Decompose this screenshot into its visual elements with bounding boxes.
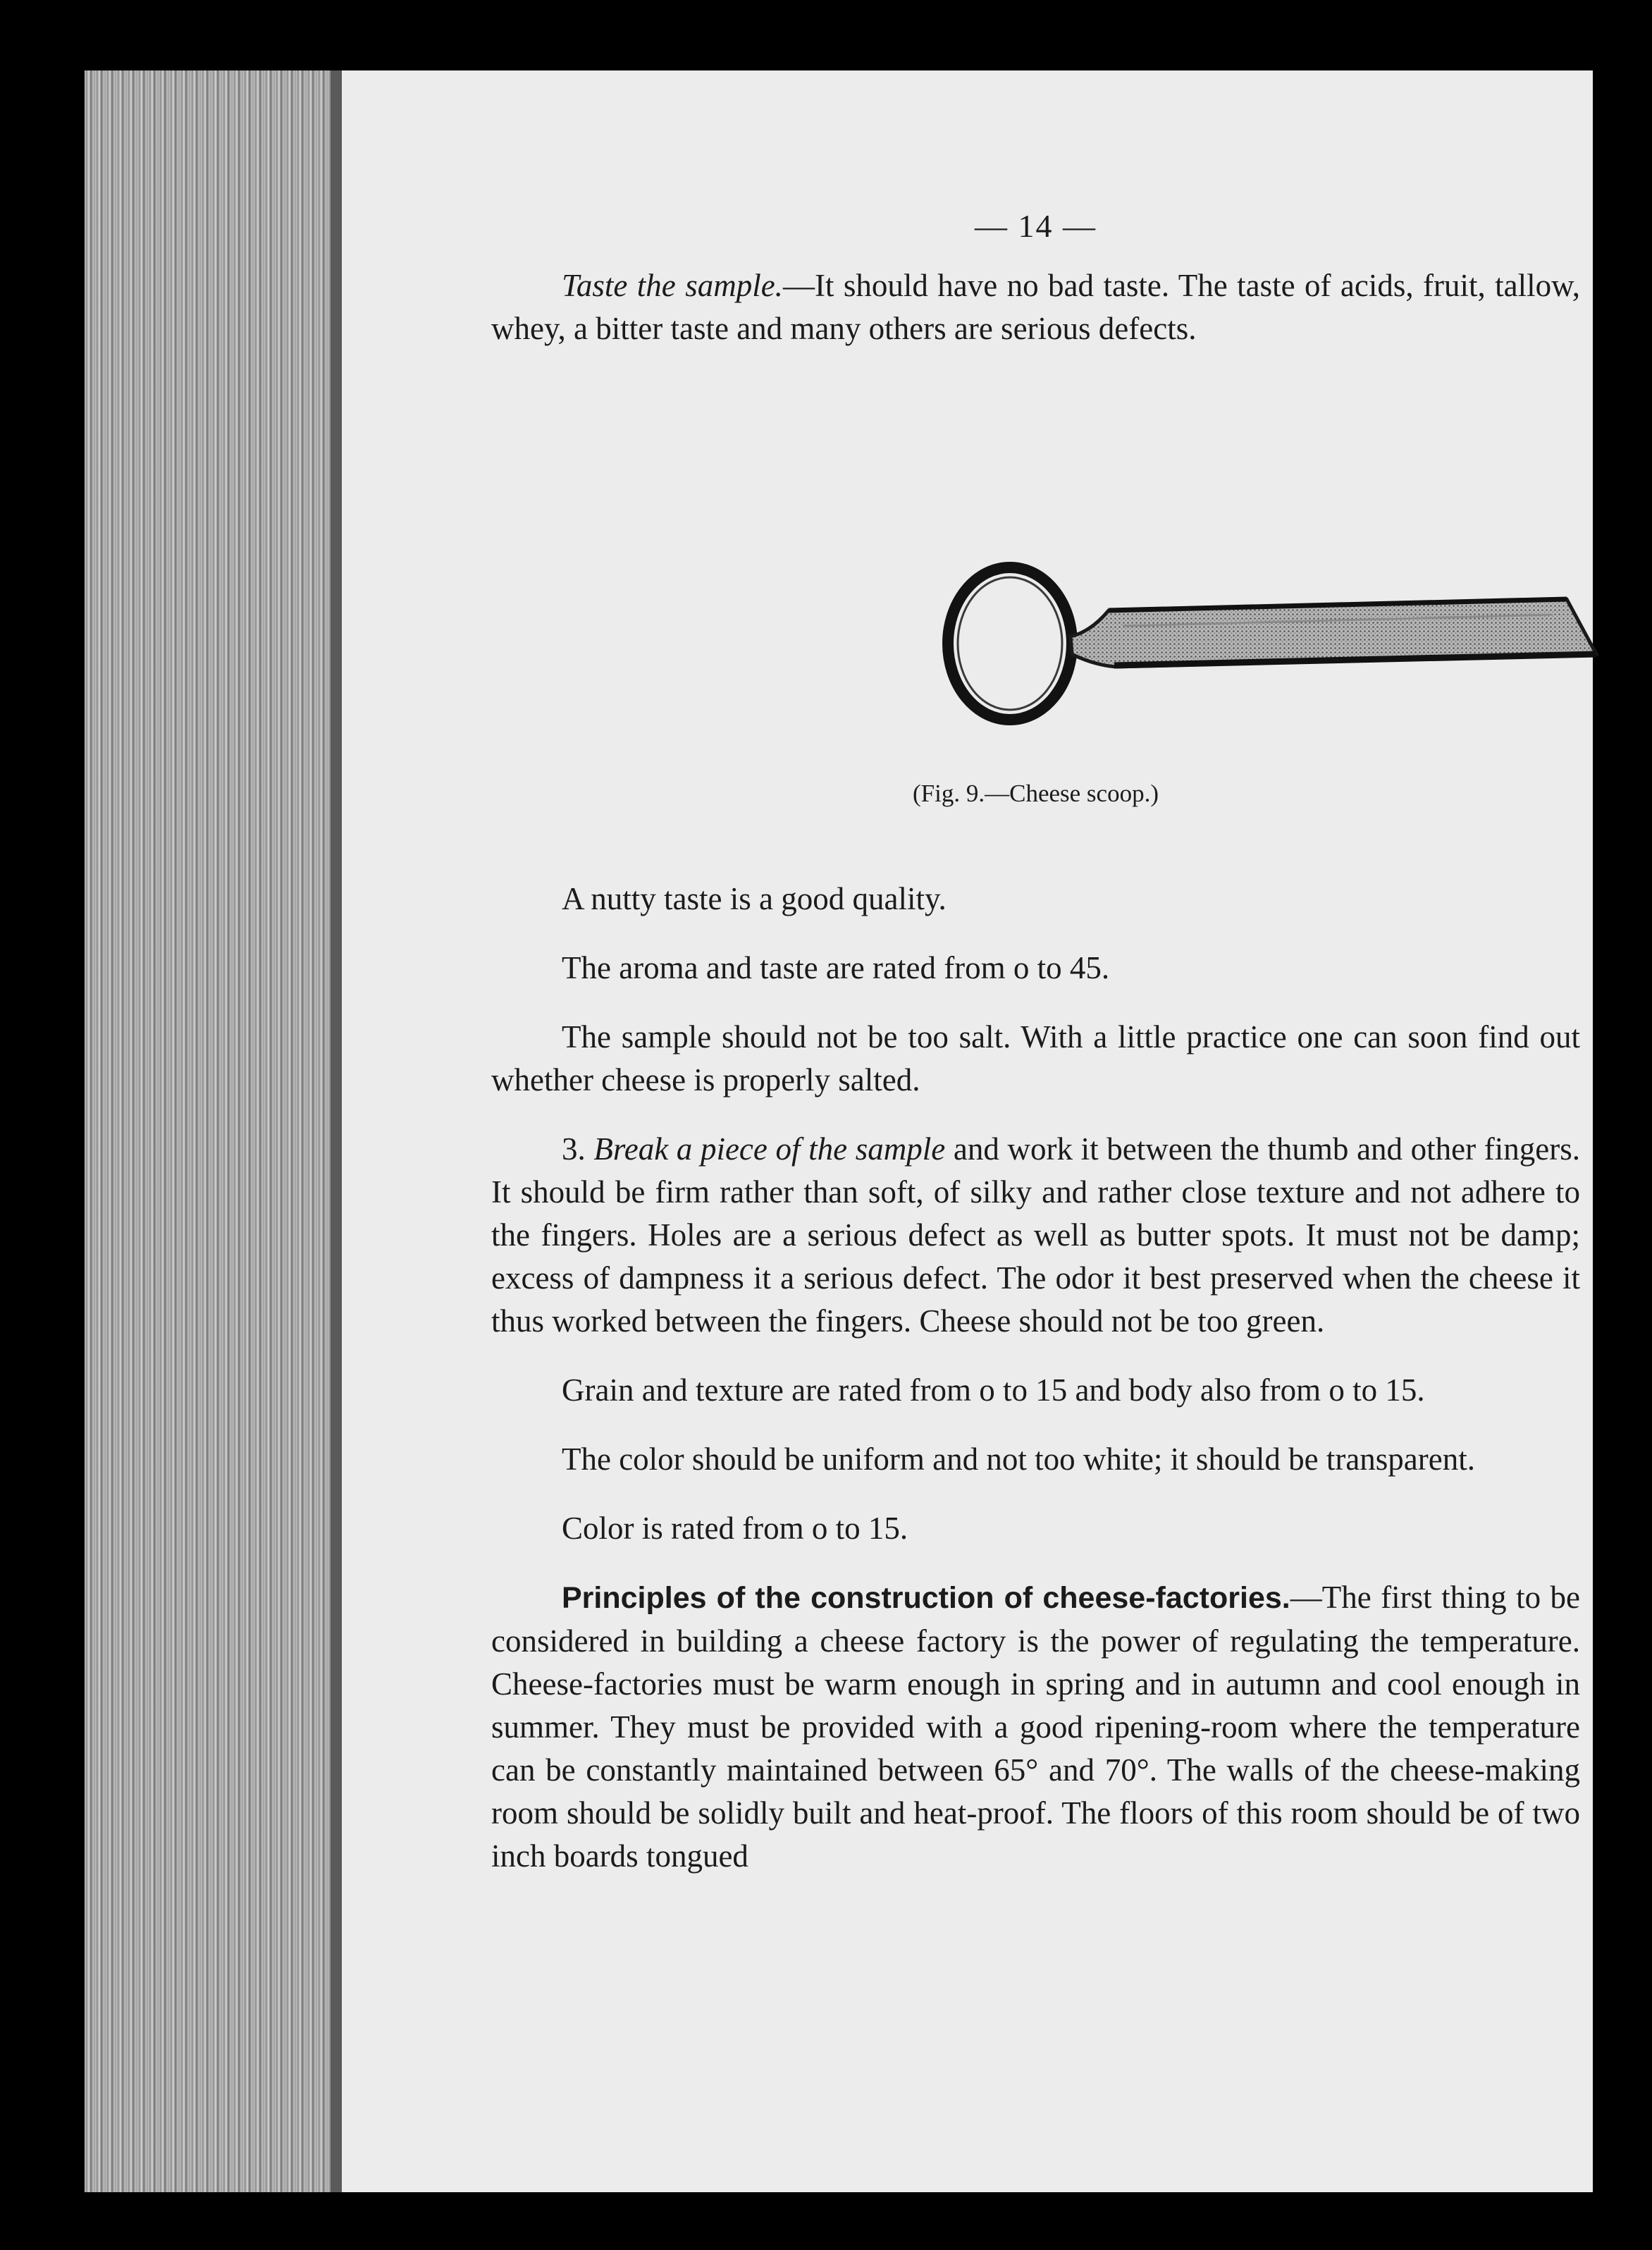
page-edges [85, 70, 342, 2192]
paragraph-aroma: The aroma and taste are rated from o to 45. [562, 950, 1110, 985]
paragraph-taste [491, 264, 1580, 350]
figure-caption: (Fig. 9.—Cheese scoop.) [913, 780, 1159, 807]
taste-text: —It should have no bad taste. The taste of acids, fruit, tallow, whey, a bitter taste and many others are serious defects. [491, 268, 1580, 346]
book-page [342, 70, 1593, 2192]
cheese-scoop-illustration [932, 541, 1652, 746]
paragraph-break [491, 1128, 1580, 1343]
paragraph-salt: The sample should not be too salt. With a little practice one can soon find out whether cheese is properly salted. [491, 1019, 1580, 1098]
paragraph-color-rated: Color is rated from o to 15. [562, 1511, 908, 1546]
principles-heading: Principles of the construction of cheese-factories. [562, 1581, 1290, 1615]
page-number: — 14 — [975, 208, 1097, 244]
break-lead: Break a piece of the sample [593, 1131, 946, 1167]
paragraph-grain: Grain and texture are rated from o to 15 and body also from o to 15. [562, 1372, 1425, 1408]
paragraph-principles [491, 1576, 1580, 1878]
paragraph-color: The color should be uniform and not too white; it should be transparent. [562, 1441, 1475, 1477]
break-number: 3. [562, 1131, 594, 1167]
break-text: and work it between the thumb and other fingers. It should be firm rather than soft, of silky and rather close texture and not adhere to the fingers. Holes are a serious defect as well as butter spots. It must not be damp; excess of dampness it a serious defect. The odor it best preserved when the cheese it thus worked between the fingers. Cheese should not be too green. [491, 1131, 1580, 1339]
principles-text: —The first thing to be considered in building a cheese factory is the power of regulating the temperature. Cheese-factories must be warm enough in spring and in autumn and cool enough in summer. They must be provided with a good ripening-room where the temperature can be constantly maintained between 65° and 70°. The walls of the cheese-making room should be solidly built and heat-proof. The floors of this room should be of two inch boards tongued [491, 1580, 1580, 1874]
paragraph-nutty: A nutty taste is a good quality. [562, 881, 947, 916]
body-text [491, 878, 1580, 1878]
taste-lead: Taste the sample. [562, 268, 783, 303]
